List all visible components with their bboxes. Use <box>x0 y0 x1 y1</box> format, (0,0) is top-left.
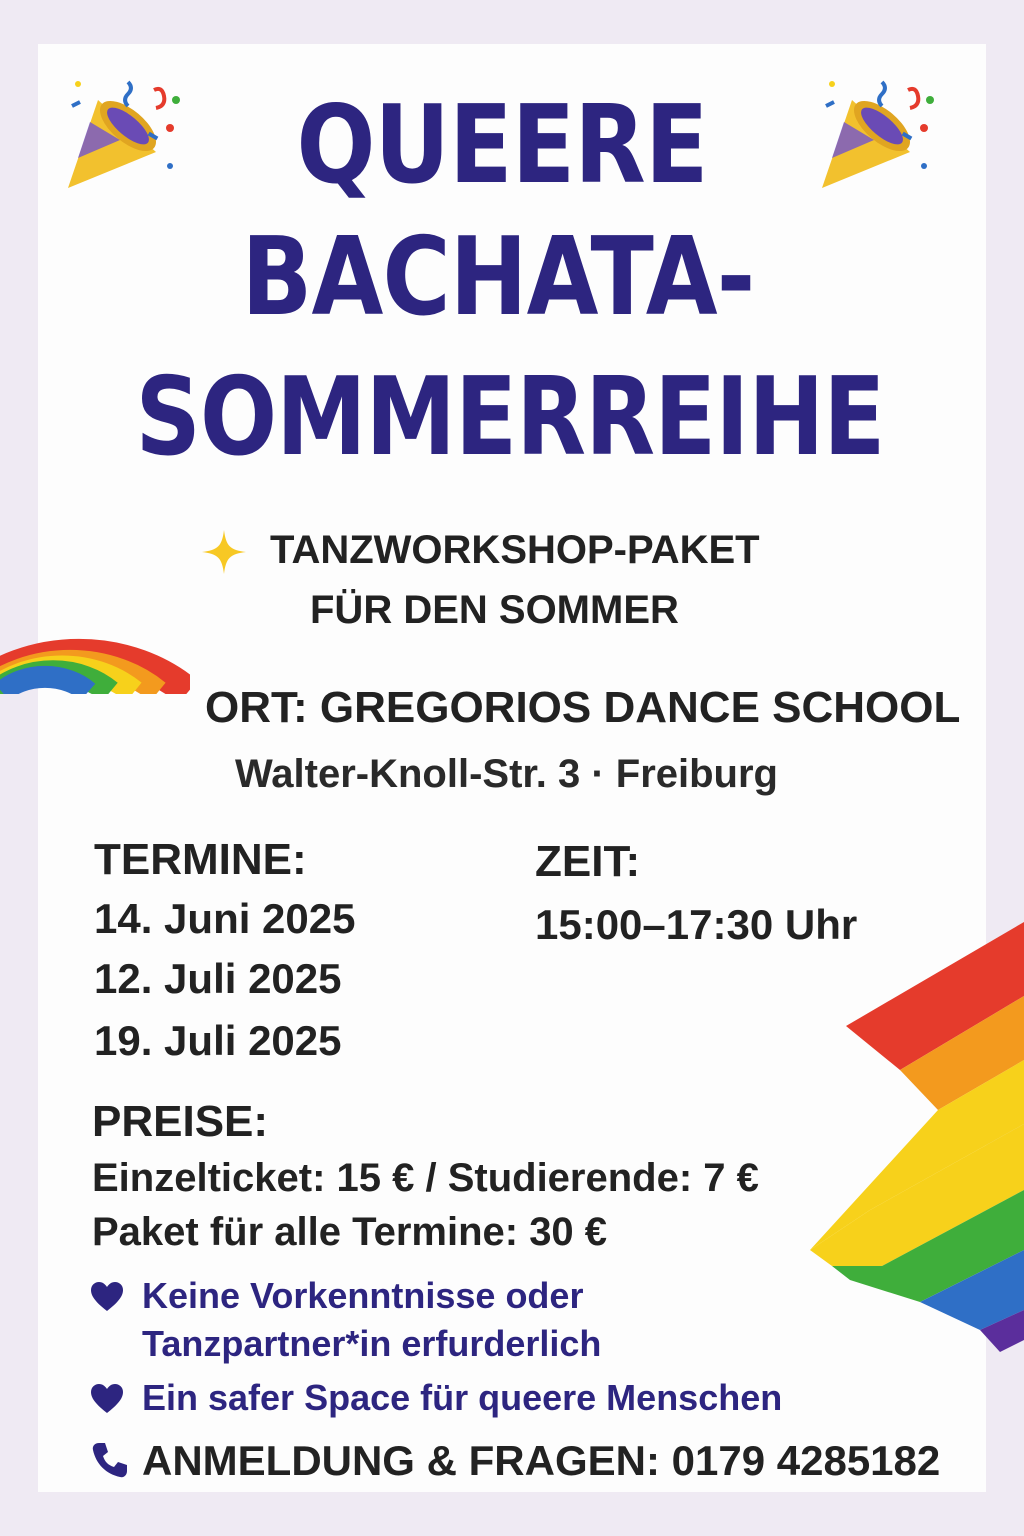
title-line-1: QUEERE <box>296 83 708 208</box>
location-heading: ORT: GREGORIOS DANCE SCHOOL <box>205 683 961 732</box>
note-1-line-1: Keine Vorkenntnisse oder <box>142 1275 584 1316</box>
subtitle-line-2: FÜR DEN SOMMER <box>310 588 679 632</box>
contact-text: ANMELDUNG & FRAGEN: 0179 4285182 <box>142 1437 941 1484</box>
date-item: 19. Juli 2025 <box>94 1017 342 1064</box>
rainbow-flag-icon <box>810 910 1024 1370</box>
date-item: 12. Juli 2025 <box>94 955 342 1002</box>
dates-heading: TERMINE: <box>94 835 307 884</box>
title-line-2: BACHATA- <box>241 215 755 340</box>
sparkle-icon <box>200 528 248 576</box>
title-line-3: SOMMERREIHE <box>135 355 885 480</box>
date-item: 14. Juni 2025 <box>94 895 356 942</box>
heart-icon <box>90 1382 124 1416</box>
location-address: Walter-Knoll-Str. 3 · Freiburg <box>235 752 778 796</box>
note-2: Ein safer Space für queere Menschen <box>142 1377 783 1418</box>
note-1-line-2: Tanzpartner*in erfurderlich <box>142 1323 602 1364</box>
time-heading: ZEIT: <box>535 837 641 886</box>
subtitle-line-1: TANZWORKSHOP-PAKET <box>270 528 760 572</box>
time-value: 15:00–17:30 Uhr <box>535 901 858 948</box>
phone-icon <box>90 1440 130 1480</box>
prices-heading: PREISE: <box>92 1097 269 1146</box>
price-single: Einzelticket: 15 € / Studierende: 7 € <box>92 1156 759 1200</box>
price-package: Paket für alle Termine: 30 € <box>92 1210 608 1254</box>
rainbow-icon <box>0 526 190 694</box>
heart-icon <box>90 1280 124 1314</box>
